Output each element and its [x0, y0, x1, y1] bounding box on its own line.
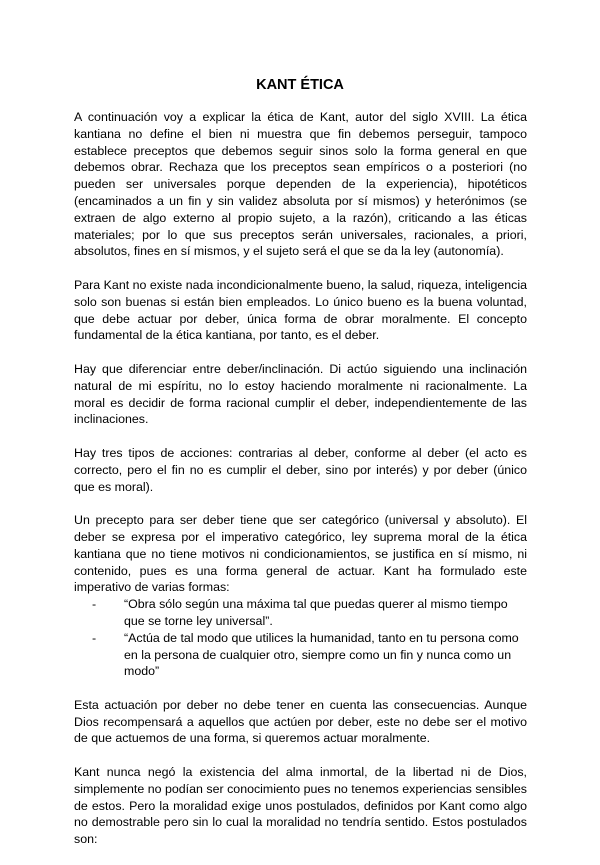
paragraph-tipos-acciones: Hay tres tipos de acciones: contrarias al deber, conforme al deber (el acto es correcto, pero el fin no es cumplir el deber, sino por interés) y por deber (único que es moral).	[74, 445, 527, 494]
document-body	[74, 109, 527, 865]
imperative-formulations-list	[74, 596, 527, 680]
paragraph-consecuencias: Esta actuación por deber no debe tener en cuenta las consecuencias. Aunque Dios recompensará a aquellos que actúen por deber, este no debe ser el motivo de que actuemos de una forma, si queremos actuar moralmente.	[74, 697, 527, 746]
list-item-text: “Obra sólo según una máxima tal que puedas querer al mismo tiempo que se torne ley universal”.	[124, 597, 508, 628]
paragraph-postulados: Kant nunca negó la existencia del alma inmortal, de la libertad ni de Dios, simplemente no podían ser conocimiento pues no tenemos experiencias sensibles de estos. Pero la moralidad exige unos postulados, definidos por Kant como algo no demostrable pero sin lo cual la moralidad no tendría sentido. Estos postulados son:	[74, 765, 527, 847]
list-dash: -	[92, 630, 97, 645]
list-item-text: “Actúa de tal modo que utilices la humanidad, tanto en tu persona como en la persona de cualquier otro, siempre como un fin y nunca como un modo”	[124, 630, 519, 679]
list-dash: -	[92, 597, 97, 612]
list-item	[92, 630, 527, 680]
paragraph-intro: A continuación voy a explicar la ética de Kant, autor del siglo XVIII. La ética kantiana no define el bien ni muestra que fin debemos perseguir, tampoco establece preceptos que debemos seguir sinos solo la forma general en que debemos obrar. Rechaza que los preceptos sean empíricos o a posteriori (no pueden ser universales porque dependen de la experiencia), hipotéticos (encaminados a un fin y sin validez absoluta por sí mismos) y heterónimos (se extraen de algo externo al propio sujeto, a la razón), criticando a las éticas materiales; por lo que sus preceptos serán universales, racionales, a priori, absolutos, fines en sí mismos, y el sujeto será el que se da la ley (autonomía).	[74, 110, 527, 259]
paragraph-deber-inclinacion: Hay que diferenciar entre deber/inclinación. Di actúo siguiendo una inclinación natural de mi espíritu, no lo estoy haciendo moralmente ni racionalmente. La moral es decidir de forma racional cumplir el deber, independientemente de las inclinaciones.	[74, 361, 527, 427]
paragraph-buena-voluntad: Para Kant no existe nada incondicionalmente bueno, la salud, riqueza, inteligencia solo son buenas si están bien empleados. Lo único bueno es la buena voluntad, que debe actuar por deber, única forma de obrar moralmente. El concepto fundamental de la ética kantiana, por tanto, es el deber.	[74, 277, 527, 343]
paragraph-imperativo: Un precepto para ser deber tiene que ser categórico (universal y absoluto). El deber se expresa por el imperativo categórico, ley suprema moral de la ética kantiana que no tiene motivos ni condicionamientos, se justifica en sí mismo, ni contenido, pues es una forma general de actuar. Kant ha formulado este imperativo de varias formas:	[74, 513, 527, 595]
list-item	[92, 596, 527, 630]
document-title: KANT ÉTICA	[256, 77, 344, 93]
